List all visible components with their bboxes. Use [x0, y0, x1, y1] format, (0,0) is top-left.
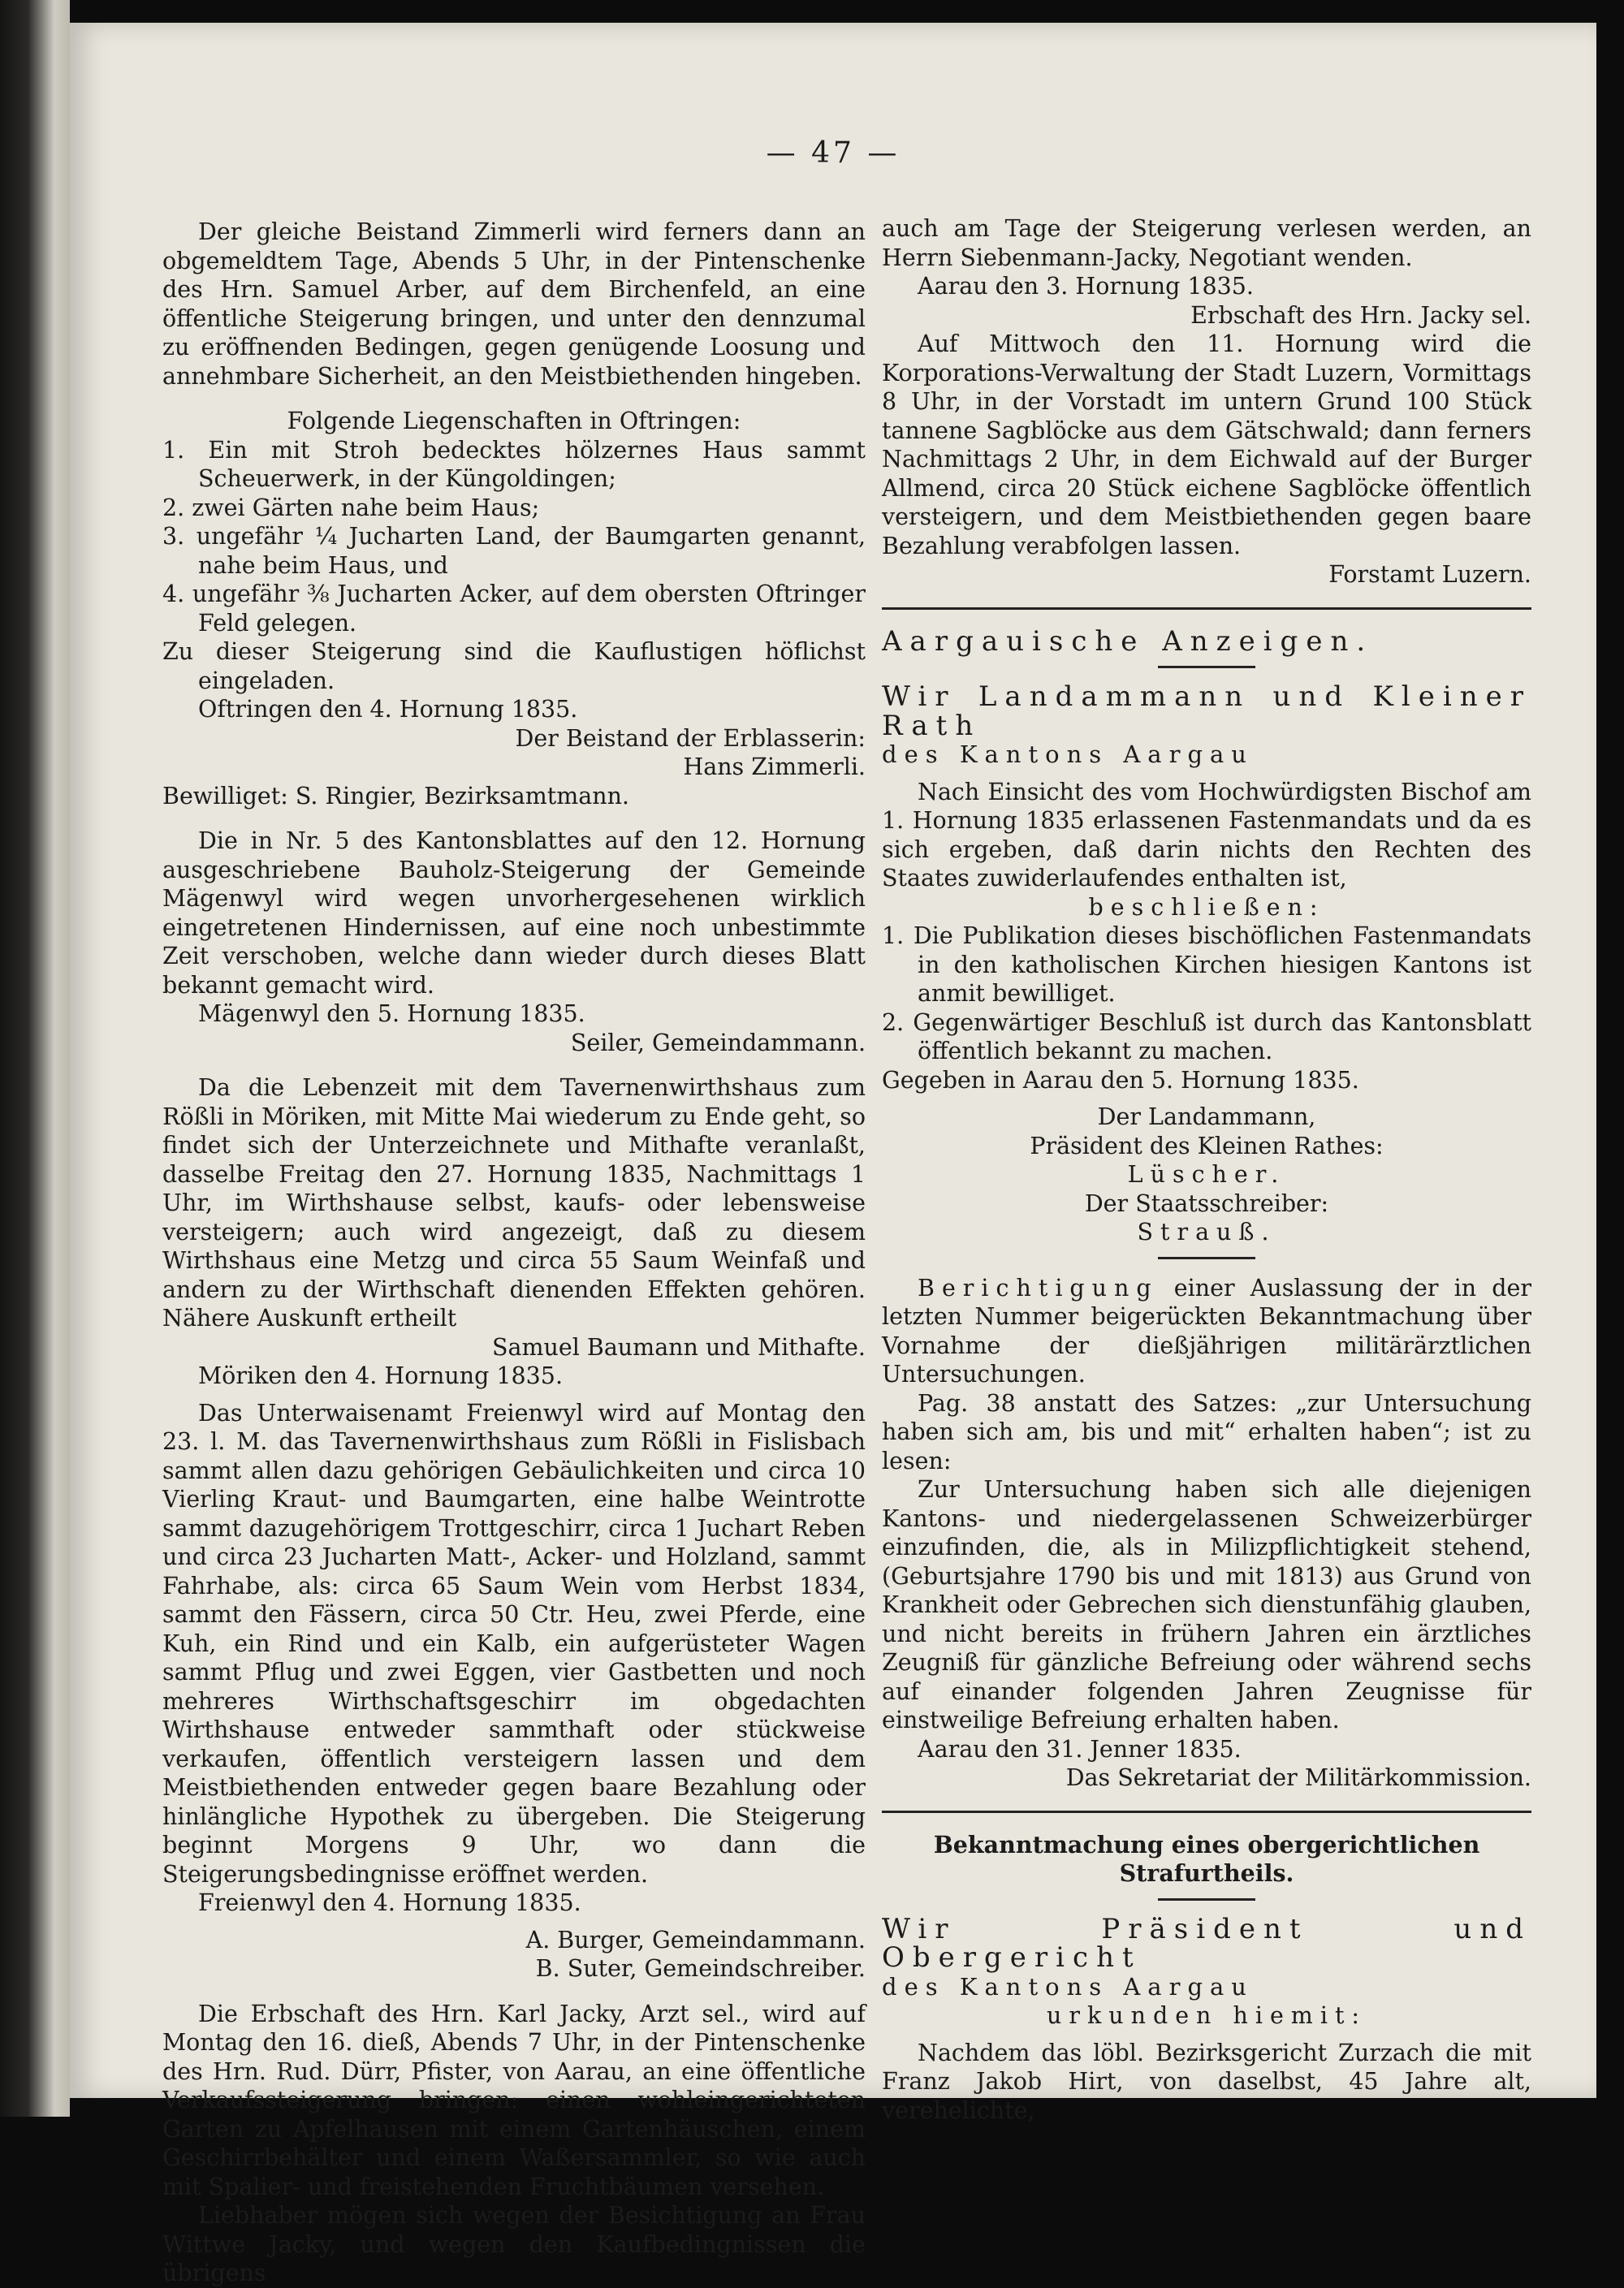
notice-moeriken: Da die Lebenzeit mit dem Tavernenwirthshaus zum Rößli in Möriken, mit Mitte Mai wiederum zu Ende geht, so findet sich der Unterzeichnete und Mithafte veranlaßt, dasselbe Freitag den 27. Hornung 1835, Nachmittags 1 Uhr, im Wirthshause selbst, kaufs- oder lebensweise versteigern; auch wird angezeigt, daß zu diesem Wirthshaus eine Metzg und circa 55 Saum Weinfaß und andern zu der Wirthschaft dienenden Effekten gehören. Nähere Auskunft ertheilt: [162, 1074, 866, 1332]
left-column: [162, 218, 866, 2288]
property-item: 3. ungefähr ¼ Jucharten Land, der Baumgarten genannt, nahe beim Haus, und: [162, 523, 866, 579]
signature-name: Hans Zimmerli.: [683, 753, 866, 780]
short-divider: [1158, 1898, 1255, 1901]
decree-item: 1. Die Publikation dieses bischöflichen Fastenmandats in den katholischen Kirchen hiesigen Kantons ist anmit bewilliget.: [882, 922, 1531, 1007]
judgment-title: Bekanntmachung eines obergerichtlichen Strafurtheils.: [933, 1830, 1480, 1887]
signature-name: Forstamt Luzern.: [1328, 561, 1531, 588]
court-subtitle: des Kantons Aargau: [882, 1972, 1254, 2001]
signature-name: Samuel Baumann und Mithafte.: [491, 1333, 866, 1361]
correction-notice: [882, 1274, 1531, 1389]
decree-subtitle: des Kantons Aargau: [882, 740, 1254, 768]
short-divider: [1158, 1257, 1255, 1259]
signature-role: Der Landammann,: [1097, 1103, 1316, 1130]
section-divider: [882, 607, 1531, 610]
signature-name: Erbschaft des Hrn. Jacky sel.: [1190, 301, 1531, 329]
page-number: — 47 —: [766, 136, 901, 170]
section-divider: [882, 1811, 1531, 1813]
decree-verb: beschließen:: [1088, 893, 1325, 921]
signature-name: Seiler, Gemeindammann.: [570, 1029, 866, 1056]
notice-maegenwyl: Die in Nr. 5 des Kantonsblattes auf den 12. Hornung ausgeschriebene Bauholz-Steigerung der Gemeinde Mägenwyl wird wegen unvorhergesehenen wirklich eingetretenen Hindernissen, auf eine noch unbestimmte Zeit verschoben, welche dann wieder durch dieses Blatt bekannt gemacht wird.: [162, 827, 866, 999]
property-item: 2. zwei Gärten nahe beim Haus;: [162, 494, 540, 521]
property-item: 4. ungefähr ⅜ Jucharten Acker, auf dem obersten Oftringer Feld gelegen.: [162, 581, 866, 637]
signature-name: Strauß.: [1137, 1219, 1276, 1245]
decree-title: Wir Landammann und Kleiner Rath: [882, 680, 1531, 742]
correction-quote: Zur Untersuchung haben sich alle diejenigen Kantons- und niedergelassenen Schweizerbürger einzufinden, die, als in Milizpflichtigkeit stehend, (Geburtsjahre 1790 bis und mit 1813) aus Grund von Krankheit oder Gebrechen sich dienstunfähig glauben, und nicht bereits in frühern Jahren ein ärztliches Zeugniß für gänzliche Befreiung oder während sechs auf einander folgenden Jahren Zeugnisse für einstweilige Befreiung erhalten haben.: [882, 1476, 1531, 1733]
court-verb: urkunden hiemit:: [1046, 2002, 1367, 2029]
property-list-intro: Folgende Liegenschaften in Oftringen:: [287, 408, 741, 434]
notice-jacky-estate: Die Erbschaft des Hrn. Karl Jacky, Arzt sel., wird auf Montag den 16. dieß, Abends 7 Uhr, in der Pintenschenke des Hrn. Rud. Dürr, Pfister, von Aarau, an eine öffentliche Verkaufssteigerung bringen: einen wohleingerichteten Garten zu Apfelhausen mit einem Gartenhäuschen, einem Geschirrbehälter und einem Waßersammler, so wie auch mit Spalier- und freistehenden Fruchtbäumen versehen.: [162, 2000, 866, 2200]
signature-role: Präsident des Kleinen Rathes:: [1030, 1132, 1384, 1159]
approval-line: Bewilliget: S. Ringier, Bezirksamtmann.: [162, 782, 629, 809]
invitation-text: Zu dieser Steigerung sind die Kauflustigen höflichst eingeladen.: [162, 638, 866, 694]
notice-freienwyl: Das Unterwaisenamt Freienwyl wird auf Montag den 23. l. M. das Tavernenwirthshaus zum Rößli in Fislisbach sammt allen dazu gehörigen Gebäulichkeiten und circa 10 Vierling Kraut- und Baumgarten, eine halbe Weintrotte sammt dazugehörigem Trottgeschirr, circa 1 Juchart Reben und circa 23 Jucharten Matt-, Acker- und Holzland, sammt Fahrhabe, als: circa 65 Saum Wein vom Herbst 1834, sammt den Fässern, circa 50 Ctr. Heu, zwei Pferde, eine Kuh, ein Rind und ein Kalb, ein aufgerüsteter Wagen sammt Pflug und zwei Eggen, vier Gastbetten und noch mehreres Wirthschaftsgeschirr im obgedachten Wirthshause entweder sammthaft oder stückweise verkaufen, öffentlich versteigern lassen und dem Meistbiethenden entweder gegen baare Bezahlung oder hinlängliche Hypothek zu übergeben. Die Steigerung beginnt Morgens 9 Uhr, wo dann die Steigerungsbedingnisse eröffnet werden.: [162, 1399, 866, 1888]
right-column: [882, 214, 1531, 2125]
decree-preamble: Nach Einsicht des vom Hochwürdigsten Bischof am 1. Hornung 1835 erlassenen Fastenmandats und da es sich ergeben, daß darin nichts den Rechten des Staates zuwiderlaufendes enthalten ist,: [882, 778, 1531, 891]
decree-item: 2. Gegenwärtiger Beschluß ist durch das Kantonsblatt öffentlich bekannt zu machen.: [882, 1008, 1531, 1064]
notice-luzern-timber: Auf Mittwoch den 11. Hornung wird die Korporations-Verwaltung der Stadt Luzern, Vormittags 8 Uhr, in der Vorstadt im untern Grund 100 Stück tannene Sagblöcke aus dem Gätschwald; dann ferners Nachmittags 2 Uhr, in dem Eichwald auf der Burger Allmend, circa 20 Stück eichene Sagblöcke öffentlich versteigern, und dem Meistbiethenden gegen baare Bezahlung verabfolgen lassen.: [882, 330, 1531, 559]
short-divider: [1158, 666, 1255, 668]
notice-date: Aarau den 3. Hornung 1835.: [918, 273, 1254, 300]
signature-name: B. Suter, Gemeindschreiber.: [535, 1955, 866, 1982]
notice-date: Oftringen den 4. Hornung 1835.: [198, 696, 578, 723]
notice-auction-birchenfeld: Der gleiche Beistand Zimmerli wird ferners dann an obgemeldtem Tage, Abends 5 Uhr, in der Pintenschenke des Hrn. Samuel Arber, auf dem Birchenfeld, an eine öffentliche Steigerung bringen, und unter den dennzumal zu eröffnenden Bedingen, gegen genügende Loosung und annehmbare Sicherheit, an den Meistbiethenden hingeben.: [162, 218, 866, 390]
section-title: Aargauische Anzeigen.: [882, 624, 1374, 658]
court-title: Wir Präsident und Obergericht: [882, 1912, 1531, 1974]
signature-role: Der Beistand der Erblasserin:: [515, 724, 866, 752]
signature-role: Der Staatsschreiber:: [1084, 1189, 1329, 1217]
notice-date: Freienwyl den 4. Hornung 1835.: [198, 1889, 581, 1916]
decree-date: Gegeben in Aarau den 5. Hornung 1835.: [882, 1066, 1359, 1094]
notice-jacky-continued: Liebhaber mögen sich wegen der Besichtigung an Frau Wittwe Jacky, und wegen den Kaufbedingnissen die übrigens: [162, 2202, 866, 2286]
notice-date: Aarau den 31. Jenner 1835.: [918, 1735, 1242, 1763]
signature-name: Das Sekretariat der Militärkommission.: [1065, 1764, 1531, 1791]
notice-continuation: auch am Tage der Steigerung verlesen werden, an Herrn Siebenmann-Jacky, Negotiant wenden.: [882, 215, 1531, 271]
property-item: 1. Ein mit Stroh bedecktes hölzernes Haus sammt Scheuerwerk, in der Küngoldingen;: [162, 436, 866, 492]
newspaper-page: [70, 23, 1596, 2286]
correction-label: Berichtigung: [918, 1274, 1159, 1302]
correction-text: einer Auslassung der in der letzten Nummer beigerückten Bekanntmachung über Vornahme der dießjährigen militärärztlichen Untersuchungen.: [882, 1274, 1531, 1388]
notice-date: Mägenwyl den 5. Hornung 1835.: [198, 1000, 585, 1027]
correction-page-ref: Pag. 38 anstatt des Satzes: „zur Untersuchung haben sich am, bis und mit“ erhalten haben“; ist zu lesen:: [882, 1389, 1531, 1474]
notice-date: Möriken den 4. Hornung 1835.: [198, 1362, 564, 1389]
signature-name: Lüscher.: [1127, 1161, 1286, 1188]
book-binding-edge: [0, 0, 70, 2117]
court-text: Nachdem das löbl. Bezirksgericht Zurzach die mit Franz Jakob Hirt, von daselbst, 45 Jahre alt, verehelichte,: [882, 2039, 1531, 2124]
signature-name: A. Burger, Gemeindammann.: [525, 1926, 866, 1953]
